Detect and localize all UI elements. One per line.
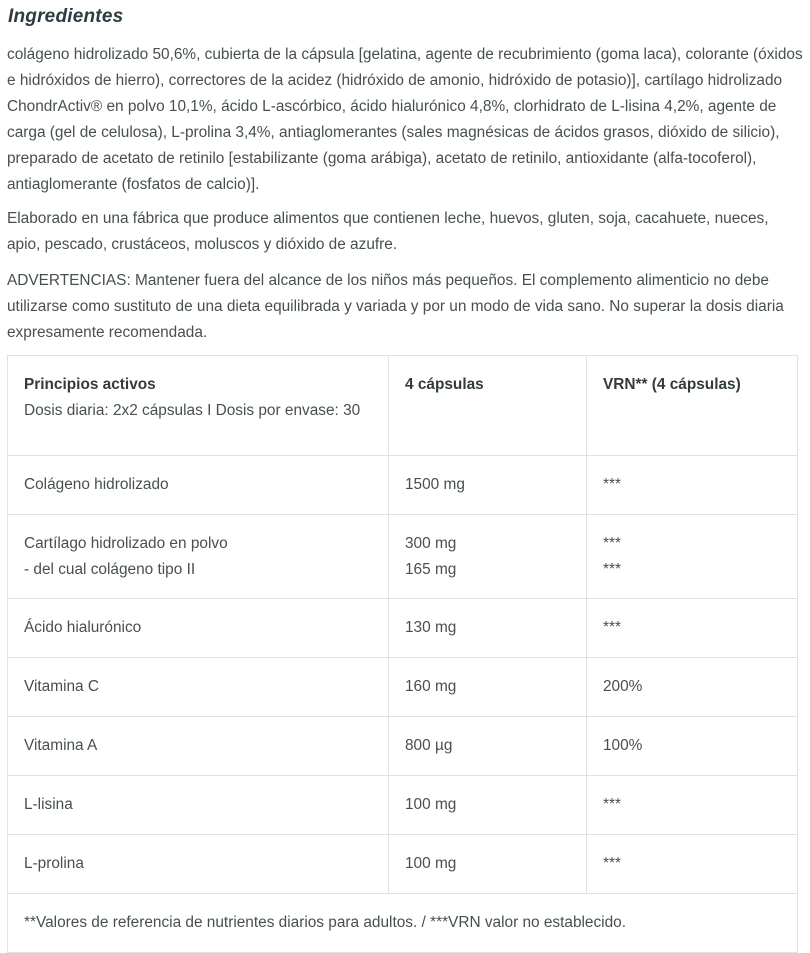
row-vrn: 100% xyxy=(587,717,798,776)
row-amount: 100 mg xyxy=(389,776,587,835)
row-amount: 160 mg xyxy=(389,658,587,717)
row-name: L-prolina xyxy=(8,835,389,894)
header-amount: 4 cápsulas xyxy=(405,376,484,393)
row-name: L-lisina xyxy=(8,776,389,835)
header-cell-vrn xyxy=(587,356,798,456)
row-vrn-cell xyxy=(587,515,798,599)
header-cell-active-ingredients xyxy=(8,356,389,456)
row-name: Cartílago hidrolizado en polvo xyxy=(24,534,228,552)
header-cell-amount xyxy=(389,356,587,456)
row-amount: 130 mg xyxy=(389,599,587,658)
table-row xyxy=(8,456,798,515)
table-header-row xyxy=(8,356,798,456)
table-row xyxy=(8,515,798,599)
row-amount: 800 µg xyxy=(389,717,587,776)
row-amount: 1500 mg xyxy=(389,456,587,515)
row-name: Vitamina A xyxy=(8,717,389,776)
table-row xyxy=(8,599,798,658)
table-row xyxy=(8,835,798,894)
row-name-cell xyxy=(8,515,389,599)
table-row xyxy=(8,717,798,776)
table-footnote-row xyxy=(8,894,798,953)
row-vrn: 200% xyxy=(587,658,798,717)
row-vrn-sub: *** xyxy=(603,560,621,578)
row-name: Vitamina C xyxy=(8,658,389,717)
row-name-sub: - del cual colágeno tipo II xyxy=(24,560,196,578)
row-amount: 300 mg xyxy=(405,534,457,552)
header-active-ingredients: Principios activos xyxy=(24,376,156,393)
row-amount-sub: 165 mg xyxy=(405,560,457,578)
section-title: Ingredientes xyxy=(8,6,124,27)
row-name: Colágeno hidrolizado xyxy=(8,456,389,515)
row-vrn: *** xyxy=(587,776,798,835)
table-row xyxy=(8,776,798,835)
row-name: Ácido hialurónico xyxy=(8,599,389,658)
ingredients-paragraph: colágeno hidrolizado 50,6%, cubierta de la cápsula [gelatina, agente de recubrimiento (goma laca), colorante (óxidos e hidróxidos de hierro), correctores de la acidez (hidróxido de amonio, hidróxido de potasio)], cartílago hidrolizado ChondrActiv® en polvo 10,1%, ácido L-ascórbico, ácido hialurónico 4,8%, clorhidrato de L-lisina 4,2%, agente de carga (gel de celulosa), L-prolina 3,4%, antiaglomerantes (sales magnésicas de ácidos grasos, dióxido de silicio), preparado de acetato de retinilo [estabilizante (goma arábiga), acetato de retinilo, antioxidante (alfa-tocoferol), antiaglomerante (fosfatos de calcio)]. xyxy=(7,46,803,193)
row-vrn: *** xyxy=(587,456,798,515)
nutrition-table xyxy=(7,355,798,953)
allergens-paragraph: Elaborado en una fábrica que produce alimentos que contienen leche, huevos, gluten, soja, cacahuete, nueces, apio, pescado, crustáceos, moluscos y dióxido de azufre. xyxy=(7,210,769,253)
table-footnote: **Valores de referencia de nutrientes diarios para adultos. / ***VRN valor no establecido. xyxy=(8,894,798,953)
warnings-paragraph: ADVERTENCIAS: Mantener fuera del alcance de los niños más pequeños. El complemento alimenticio no debe utilizarse como sustituto de una dieta equilibrada y variada y por un modo de vida sano. No superar la dosis diaria expresamente recomendada. xyxy=(7,272,784,341)
row-amount: 100 mg xyxy=(389,835,587,894)
row-vrn: *** xyxy=(587,599,798,658)
header-vrn: VRN** (4 cápsulas) xyxy=(603,376,741,393)
table-row xyxy=(8,658,798,717)
row-vrn: *** xyxy=(587,835,798,894)
row-amount-cell xyxy=(389,515,587,599)
header-daily-dose: Dosis diaria: 2x2 cápsulas I Dosis por envase: 30 xyxy=(24,402,361,419)
row-vrn: *** xyxy=(603,534,621,552)
